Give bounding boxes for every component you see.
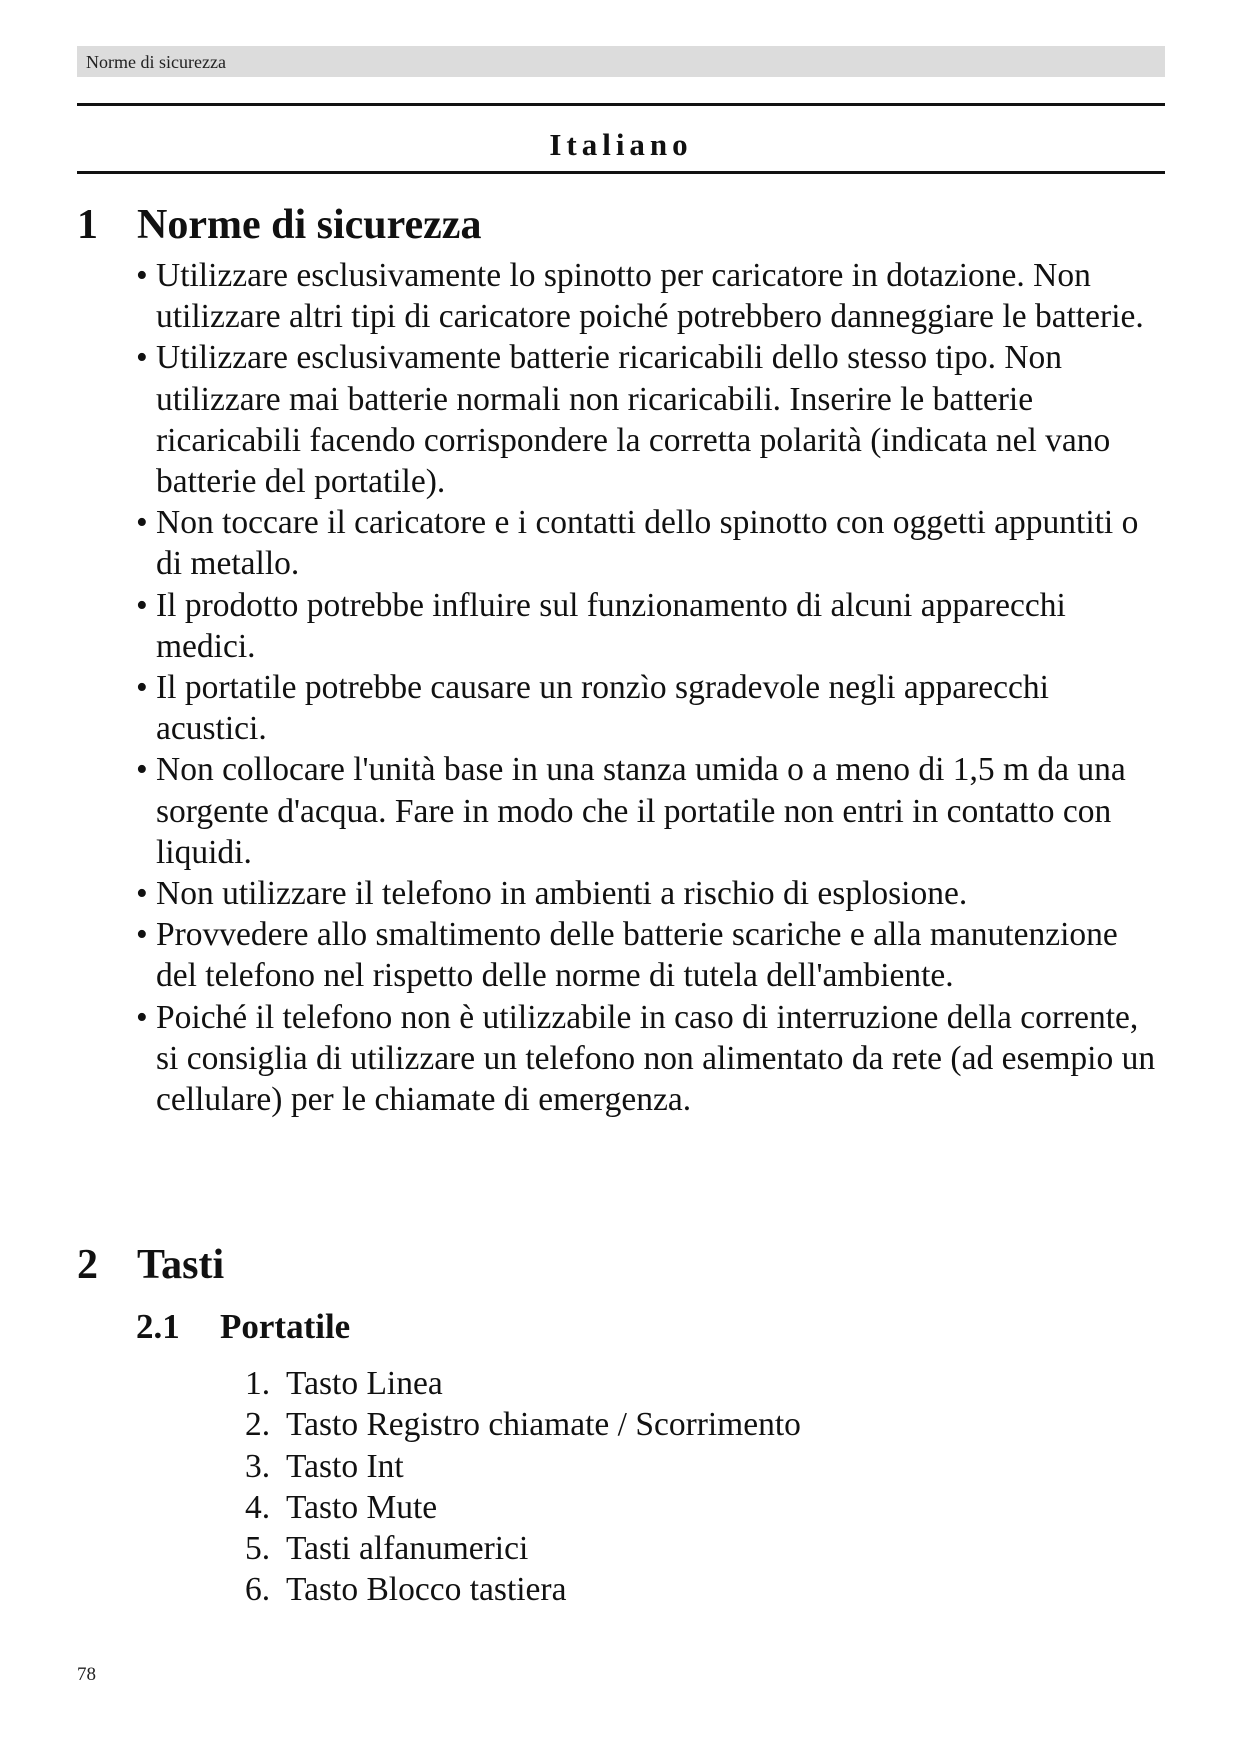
section-heading-safety	[77, 200, 481, 250]
section-number: 1	[77, 202, 98, 248]
handset-keys-list	[245, 1363, 801, 1611]
list-item-text: Non toccare il caricatore e i contatti dello spinotto con oggetti appuntiti o di metallo.	[156, 504, 1139, 583]
list-item	[245, 1363, 801, 1404]
list-item	[136, 502, 1166, 584]
list-item	[136, 337, 1166, 502]
subsection-title: Portatile	[220, 1307, 351, 1346]
item-label: Tasto Blocco tastiera	[286, 1571, 567, 1609]
item-label: Tasti alfanumerici	[286, 1530, 529, 1568]
item-label: Tasto Registro chiamate / Scorrimento	[286, 1406, 801, 1444]
list-item	[136, 914, 1166, 996]
item-number: 6.	[245, 1571, 271, 1609]
subsection-heading-handset	[136, 1306, 350, 1348]
bullet-marker: •	[136, 504, 148, 542]
list-item-text: Non collocare l'unità base in una stanza umida o a meno di 1,5 m da una sorgente d'acqua. Fare in modo che il portatile non entri in contatto con liquidi.	[156, 751, 1126, 871]
item-number: 5.	[245, 1530, 271, 1568]
list-item	[245, 1528, 801, 1569]
section-number: 2	[77, 1242, 98, 1288]
item-label: Tasto Int	[286, 1447, 404, 1485]
section-title: Tasti	[137, 1242, 225, 1288]
item-number: 2.	[245, 1406, 271, 1444]
list-item-text: Provvedere allo smaltimento delle batterie scariche e alla manutenzione del telefono nel rispetto delle norme di tutela dell'ambiente.	[156, 916, 1118, 995]
list-item-text: Non utilizzare il telefono in ambienti a rischio di esplosione.	[156, 875, 968, 913]
item-label: Tasto Linea	[286, 1365, 443, 1402]
language-title: Italiano	[549, 127, 693, 162]
item-number: 1.	[245, 1365, 271, 1402]
list-item	[136, 997, 1166, 1121]
safety-bullet-list	[136, 255, 1166, 1120]
bullet-marker: •	[136, 257, 148, 294]
section-heading-keys	[77, 1240, 224, 1290]
list-item	[245, 1446, 801, 1487]
page-number: 78	[77, 1664, 96, 1685]
bullet-marker: •	[136, 916, 148, 954]
running-header	[77, 46, 1165, 77]
list-item-text: Poiché il telefono non è utilizzabile in caso di interruzione della corrente, si consiglia di utilizzare un telefono non alimentato da rete (ad esempio un cellulare) per le chiamate di emergenza.	[156, 998, 1156, 1119]
list-item-text: Utilizzare esclusivamente lo spinotto per caricatore in dotazione. Non utilizzare altri tipi di caricatore poiché potrebbero danneggiare le batterie.	[156, 257, 1144, 336]
top-rule	[77, 103, 1165, 106]
list-item	[245, 1404, 801, 1445]
list-item	[136, 873, 1166, 914]
list-item-text: Il prodotto potrebbe influire sul funzionamento di alcuni apparecchi medici.	[156, 586, 1066, 665]
bullet-marker: •	[136, 586, 148, 624]
bullet-marker: •	[136, 998, 148, 1036]
running-header-title: Norme di sicurezza	[86, 52, 226, 72]
list-item	[136, 749, 1166, 873]
item-label: Tasto Mute	[286, 1488, 438, 1526]
item-number: 3.	[245, 1447, 271, 1485]
bullet-marker: •	[136, 875, 148, 913]
subsection-number: 2.1	[136, 1307, 180, 1346]
list-item	[245, 1487, 801, 1528]
bullet-marker: •	[136, 339, 148, 377]
list-item-text: Utilizzare esclusivamente batterie ricaricabili dello stesso tipo. Non utilizzare mai batterie normali non ricaricabili. Inserire le batterie ricaricabili facendo corrispondere la corretta polarità (indicata nel vano batterie del portatile).	[156, 339, 1111, 501]
list-item-text: Il portatile potrebbe causare un ronzìo sgradevole negli apparecchi acustici.	[156, 669, 1049, 748]
bullet-marker: •	[136, 669, 148, 707]
item-number: 4.	[245, 1488, 271, 1526]
list-item	[245, 1569, 801, 1610]
section-title: Norme di sicurezza	[137, 202, 482, 248]
bullet-marker: •	[136, 751, 148, 789]
list-item	[136, 585, 1166, 667]
list-item	[136, 667, 1166, 749]
list-item	[136, 255, 1166, 337]
bottom-rule	[77, 171, 1165, 174]
